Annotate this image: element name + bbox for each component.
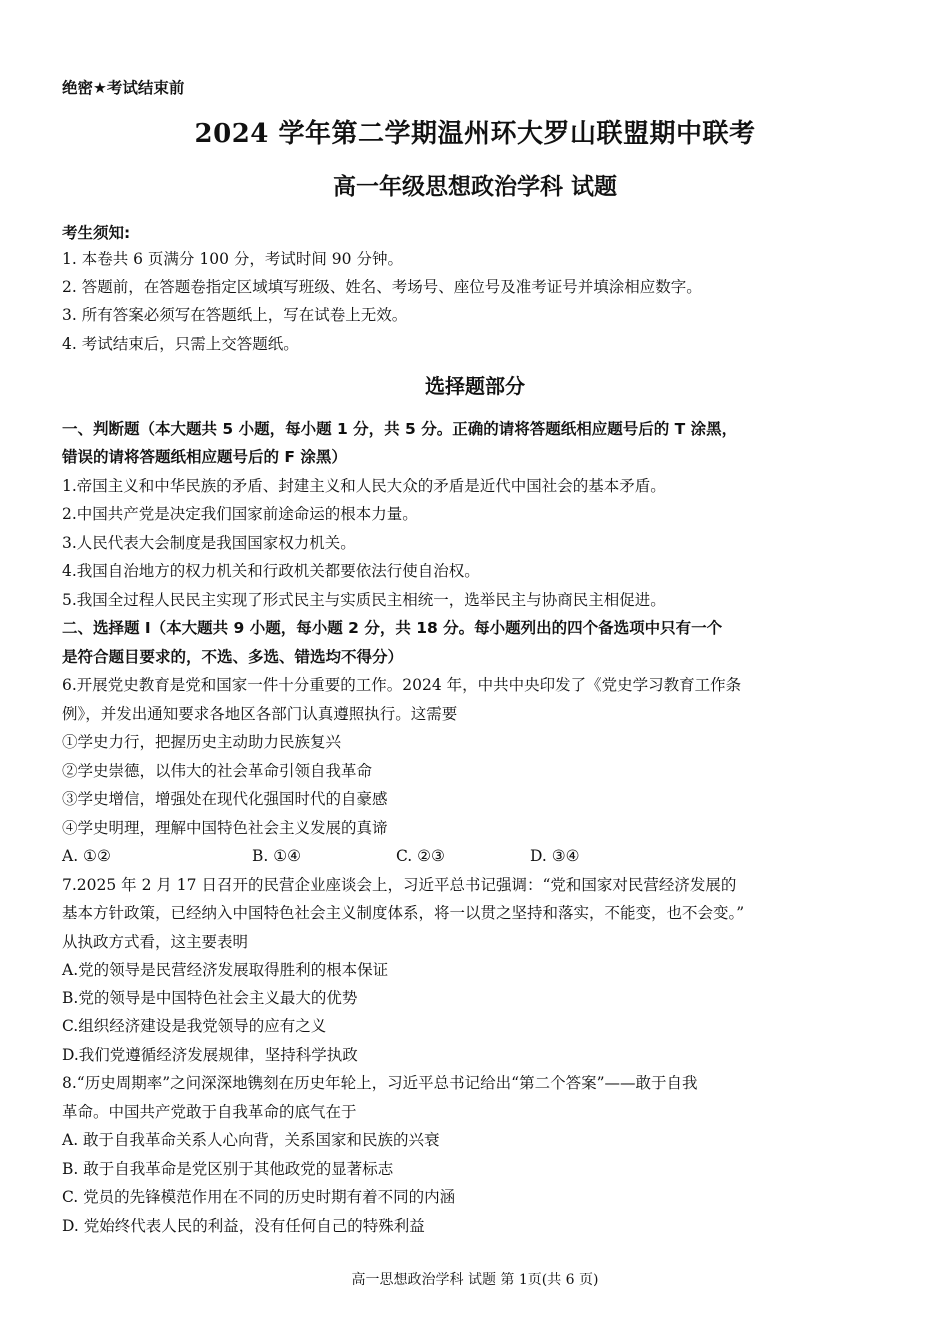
q7-option-d: D.我们党遵循经济发展规律，坚持科学执政 [62, 1046, 358, 1064]
notice-item: 4. 考试结束后，只需上交答题纸。 [62, 335, 299, 353]
judge-item: 2.中国共产党是决定我们国家前途命运的根本力量。 [62, 505, 418, 523]
part2-heading: 二、选择题 I（本大题共 9 小题，每小题 2 分，共 18 分。每小题列出的四个备选项中只有一个 [62, 619, 723, 637]
q8-option-b: B. 敢于自我革命是党区别于其他政党的显著标志 [62, 1160, 394, 1178]
part1-heading: 一、判断题（本大题共 5 小题，每小题 1 分，共 5 分。正确的请将答题纸相应题号后的 T 涂黑， [62, 420, 738, 438]
section-title: 选择题部分 [425, 374, 525, 398]
q6-option-c: C. ②③ [396, 847, 445, 865]
q6-statement: ②学史崇德，以伟大的社会革命引领自我革命 [62, 762, 373, 780]
q6-statement: ①学史力行，把握历史主动助力民族复兴 [62, 733, 342, 751]
q7-stem-cont: 基本方针政策，已经纳入中国特色社会主义制度体系，将一以贯之坚持和落实，不能变，也不会变。” [62, 904, 745, 922]
secret-mark: 绝密★考试结束前 [62, 79, 185, 97]
q8-option-a: A. 敢于自我革命关系人心向背，关系国家和民族的兴衰 [62, 1131, 440, 1149]
q6-option-a: A. ①② [62, 847, 111, 865]
judge-item: 1.帝国主义和中华民族的矛盾、封建主义和人民大众的矛盾是近代中国社会的基本矛盾。 [62, 477, 666, 495]
judge-item: 4.我国自治地方的权力机关和行政机关都要依法行使自治权。 [62, 562, 480, 580]
notice-heading: 考生须知: [62, 224, 131, 242]
notice-item: 3. 所有答案必须写在答题纸上，写在试卷上无效。 [62, 306, 408, 324]
q6-options [62, 842, 892, 870]
q6-statement: ③学史增信，增强处在现代化强国时代的自豪感 [62, 790, 388, 808]
q7-stem: 7.2025 年 2 月 17 日召开的民营企业座谈会上，习近平总书记强调：“党和国家对民营经济发展的 [62, 876, 737, 894]
q6-statement: ④学史明理，理解中国特色社会主义发展的真谛 [62, 819, 388, 837]
q6-option-d: D. ③④ [530, 847, 580, 865]
notice-item: 2. 答题前，在答题卷指定区域填写班级、姓名、考场号、座位号及准考证号并填涂相应数字。 [62, 278, 702, 296]
q7-option-a: A.党的领导是民营经济发展取得胜利的根本保证 [62, 961, 389, 979]
q8-option-d: D. 党始终代表人民的利益，没有任何自己的特殊利益 [62, 1217, 425, 1235]
q6-stem-cont: 例》，并发出通知要求各地区各部门认真遵照执行。这需要 [62, 705, 458, 723]
q6-option-b: B. ①④ [252, 847, 302, 865]
part1-heading-cont: 错误的请将答题纸相应题号后的 F 涂黑） [62, 448, 347, 466]
q6-stem: 6.开展党史教育是党和国家一件十分重要的工作。2024 年，中共中央印发了《党史学习教育工作条 [62, 676, 742, 694]
exam-title: 2024 学年第二学期温州环大罗山联盟期中联考 [194, 119, 756, 149]
part2-heading-cont: 是符合题目要求的，不选、多选、错选均不得分） [62, 648, 404, 666]
judge-item: 5.我国全过程人民民主实现了形式民主与实质民主相统一，选举民主与协商民主相促进。 [62, 591, 666, 609]
q8-stem-cont: 革命。中国共产党敢于自我革命的底气在于 [62, 1103, 357, 1121]
q7-option-c: C.组织经济建设是我党领导的应有之义 [62, 1017, 327, 1035]
notice-item: 1. 本卷共 6 页满分 100 分，考试时间 90 分钟。 [62, 250, 403, 268]
judge-item: 3.人民代表大会制度是我国国家权力机关。 [62, 534, 356, 552]
q8-option-c: C. 党员的先锋模范作用在不同的历史时期有着不同的内涵 [62, 1188, 456, 1206]
page-footer: 高一思想政治学科 试题 第 1页(共 6 页) [351, 1272, 599, 1288]
exam-subtitle: 高一年级思想政治学科 试题 [332, 173, 617, 200]
q7-option-b: B.党的领导是中国特色社会主义最大的优势 [62, 989, 358, 1007]
q8-stem: 8.“历史周期率”之问深深地镌刻在历史年轮上，习近平总书记给出“第二个答案”——敢于自我 [62, 1074, 698, 1092]
q7-stem-cont: 从执政方式看，这主要表明 [62, 933, 249, 951]
